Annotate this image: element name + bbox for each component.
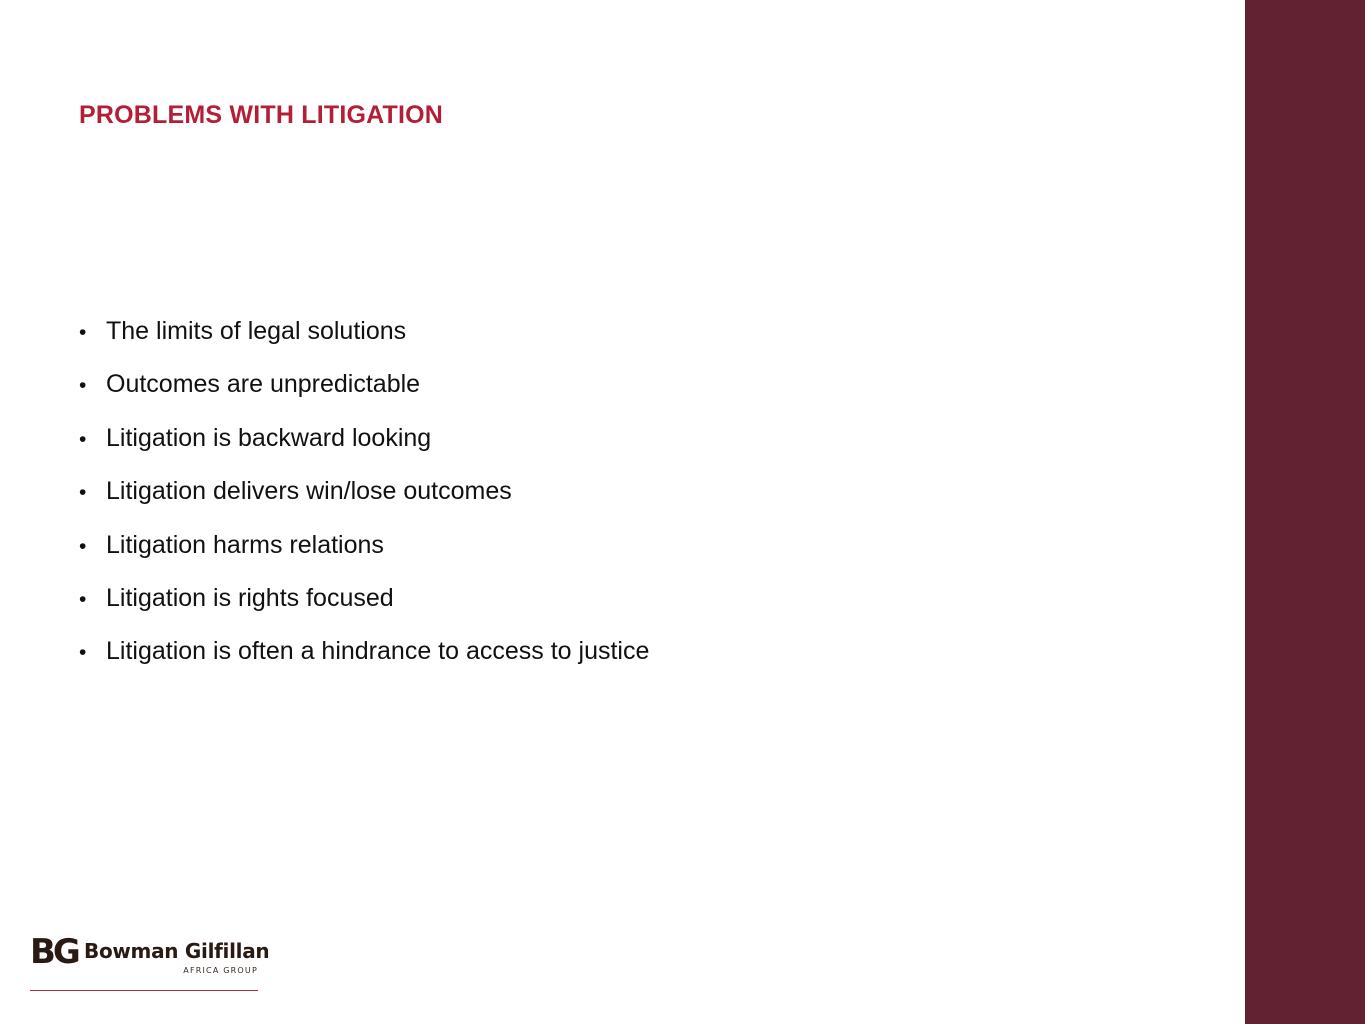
company-logo <box>30 932 270 992</box>
bullet-item <box>79 637 649 690</box>
bullet-text: The limits of legal solutions <box>106 317 407 345</box>
bullet-item <box>79 424 649 477</box>
bullet-item <box>79 477 649 530</box>
bullet-text: Outcomes are unpredictable <box>106 370 421 399</box>
bullet-item <box>79 317 649 370</box>
slide-title: PROBLEMS WITH LITIGATION <box>79 101 444 129</box>
bullet-text: Litigation is rights focused <box>106 583 394 612</box>
bullet-dot-icon: • <box>79 641 87 665</box>
bullet-dot-icon: • <box>79 481 87 505</box>
bullet-dot-icon: • <box>79 374 87 398</box>
bullet-text: Litigation harms relations <box>106 530 384 559</box>
bullet-list <box>79 317 649 691</box>
bullet-dot-icon: • <box>79 587 87 611</box>
side-accent-band <box>1245 0 1365 1024</box>
bullet-text: Litigation is often a hindrance to access to justice <box>106 637 650 666</box>
bullet-dot-icon: • <box>79 321 87 344</box>
bullet-item <box>79 584 649 637</box>
bullet-item <box>79 370 649 423</box>
bullet-item <box>79 531 649 584</box>
bullet-text: Litigation delivers win/lose outcomes <box>106 477 512 506</box>
bullet-dot-icon: • <box>79 534 87 558</box>
logo-mark: BG <box>30 932 78 972</box>
logo-underline <box>30 990 258 991</box>
logo-subtitle: AFRICA GROUP <box>183 966 258 975</box>
bullet-dot-icon: • <box>79 427 87 451</box>
logo-name: Bowman Gilfillan <box>84 939 270 963</box>
bullet-text: Litigation is backward looking <box>106 423 432 452</box>
